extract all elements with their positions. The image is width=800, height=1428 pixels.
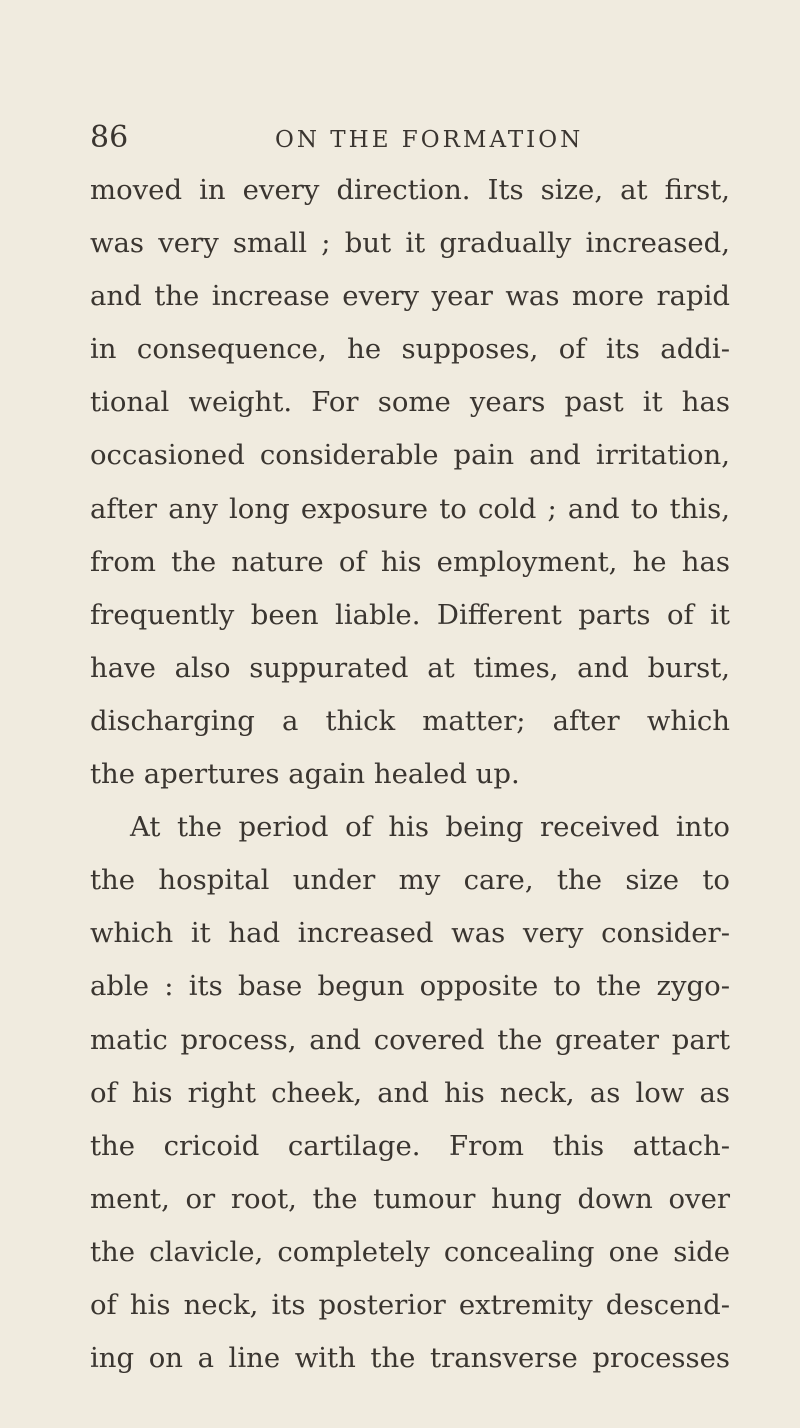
running-head: ON THE FORMATION	[275, 127, 584, 153]
text-line: the apertures again healed up.	[90, 758, 520, 791]
text-line: frequently been liable. Different parts of it	[90, 598, 730, 631]
text-line: ment, or root, the tumour hung down over	[90, 1182, 730, 1215]
text-line: have also suppurated at times, and burst,	[90, 651, 730, 684]
text-line: discharging a thick matter; after which	[90, 704, 730, 737]
page-header	[90, 118, 730, 158]
text-line: moved in every direction. Its size, at first,	[90, 174, 730, 206]
text-line: from the nature of his employment, he has	[90, 545, 730, 578]
text-line: ing on a line with the transverse processes	[90, 1342, 730, 1375]
text-line: in consequence, he supposes, of its addi-	[90, 333, 730, 366]
text-line: of his right cheek, and his neck, as low as	[90, 1076, 730, 1109]
text-line: occasioned considerable pain and irritation,	[90, 439, 730, 472]
text-line: able : its base begun opposite to the zygo-	[90, 970, 730, 1003]
text-line: the hospital under my care, the size to	[90, 864, 730, 897]
text-line: tional weight. For some years past it has	[90, 386, 730, 419]
text-line: the clavicle, completely concealing one side	[90, 1235, 730, 1268]
text-line: the cricoid cartilage. From this attach-	[90, 1129, 730, 1162]
page-number: 86	[90, 120, 129, 155]
body-text	[90, 164, 730, 1385]
text-line: and the increase every year was more rapid	[90, 280, 730, 313]
text-line: of his neck, its posterior extremity descend-	[90, 1288, 730, 1321]
text-line: At the period of his being received into	[130, 811, 730, 844]
text-line: which it had increased was very consider-	[90, 917, 730, 950]
text-line: was very small ; but it gradually increased,	[90, 227, 730, 260]
text-line: matic process, and covered the greater part	[90, 1023, 730, 1056]
text-line: after any long exposure to cold ; and to this,	[90, 492, 730, 525]
